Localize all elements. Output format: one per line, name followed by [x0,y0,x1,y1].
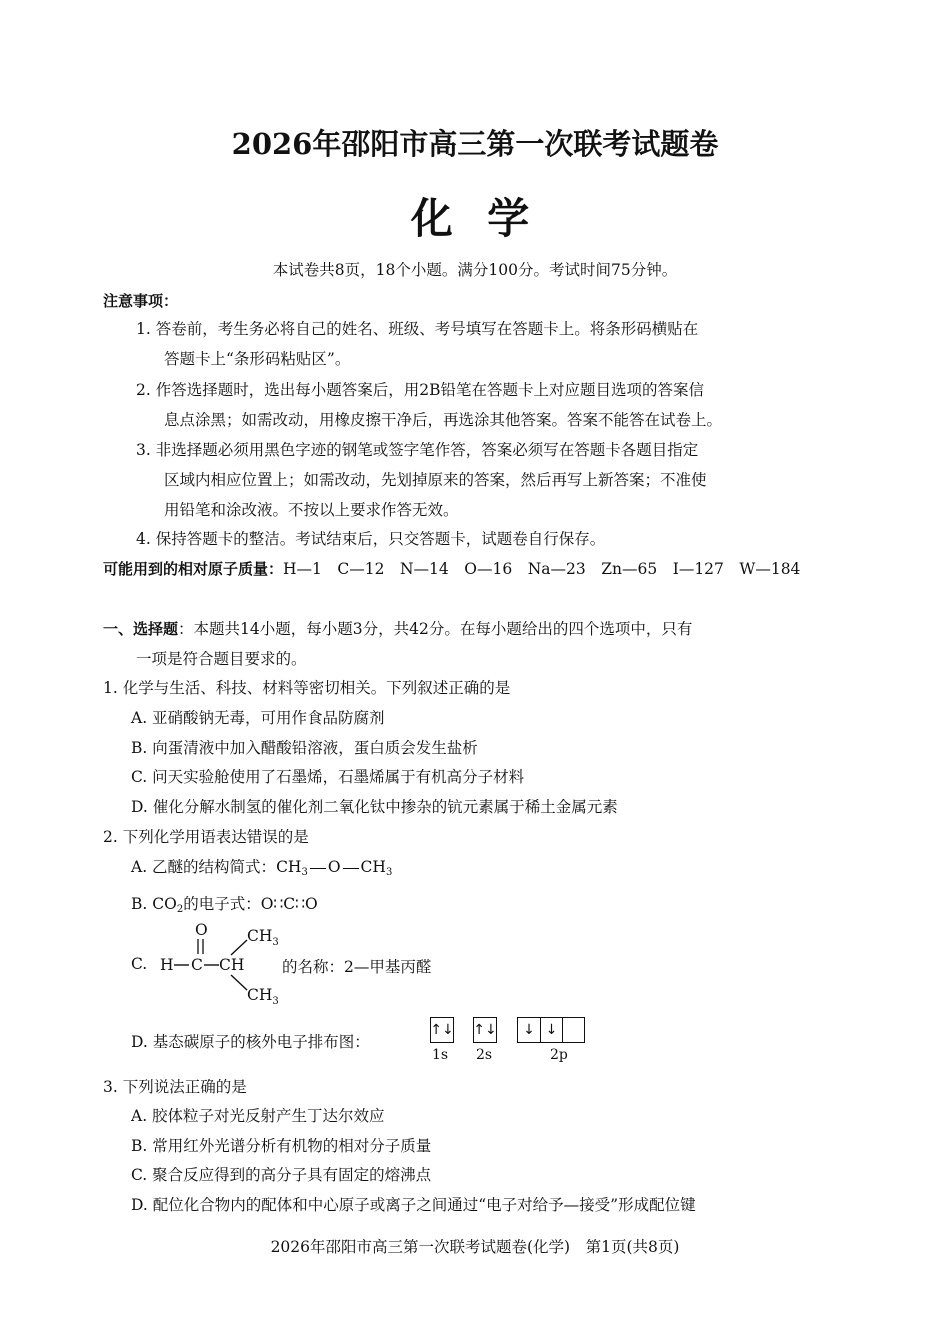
atom-h: H [160,956,174,974]
page-footer: 2026年邵阳市高三第一次联考试题卷(化学) 第1页(共8页) [270,1238,680,1256]
q2-a-label: A. 乙醚的结构简式： [131,858,277,876]
orbital-1s-box: ↑↓ [430,1022,454,1038]
atom-ch: CH [219,956,245,974]
note-3-line1: 3. 非选择题必须用黑色字迹的钢笔或签字笔作答，答案必须写在答题卡各题目指定 [136,441,699,459]
q2-option-a [131,855,392,878]
q2-c-label: C. [131,955,148,973]
q2-stem: 2. 下列化学用语表达错误的是 [103,828,309,846]
atomic-masses-values: H—1 C—12 N—14 O—16 Na—23 Zn—65 I—127 W—184 [283,560,801,578]
q2-a-ch3-right: CH [360,858,386,876]
ch3-top: $CH_3$ [247,927,279,948]
q3-stem: 3. 下列说法正确的是 [103,1078,247,1096]
orbital-2p [517,1017,585,1043]
exam-intro: 本试卷共8页，18个小题。满分100分。考试时间75分钟。 [272,261,678,279]
note-4-line1: 4. 保持答题卡的整洁。考试结束后，只交答题卡，试题卷自行保存。 [136,530,606,548]
q2-option-b [131,892,318,915]
orbital-2p-box-1: ↓ [523,1022,535,1038]
section1-desc-line2: 一项是符合题目要求的。 [136,650,307,668]
atomic-masses [103,557,800,579]
subject-title: 化 学 [410,194,540,243]
q2-b-sub: 2 [176,904,184,915]
q3-option-b: B. 常用红外光谱分析有机物的相对分子质量 [131,1137,432,1155]
q2-b-rest: 的电子式： [183,895,261,913]
isobutyraldehyde-structure [155,918,285,1010]
section1-desc-line1: ：本题共14小题，每小题3分，共42分。在每小题给出的四个选项中，只有 [178,620,693,638]
notes-heading: 注意事项： [103,292,179,310]
q3-option-c: C. 聚合反应得到的高分子具有固定的熔沸点 [131,1166,432,1184]
bond-line [310,868,326,869]
atomic-masses-label: 可能用到的相对原子质量： [103,560,284,578]
atom-c: C [191,956,203,974]
orbital-2s-label: 2s [476,1047,493,1063]
orbital-1s-label: 1s [432,1047,449,1063]
q1-option-a: A. 亚硝酸钠无毒，可用作食品防腐剂 [131,709,385,727]
bond-line [343,868,359,869]
exam-title: 2026年邵阳市高三第一次联考试题卷 [231,127,719,161]
orbital-2s-box: ↑↓ [473,1022,497,1038]
q2-c-name: 的名称：2—甲基丙醛 [282,958,432,976]
q2-d-label: D. 基态碳原子的核外电子排布图： [131,1033,370,1051]
section1-header [103,617,692,639]
q1-option-c: C. 问天实验舱使用了石墨烯，石墨烯属于有机高分子材料 [131,768,525,786]
ch3-bottom: $CH_3$ [247,986,279,1007]
orbital-2p-box-2: ↓ [540,1018,562,1042]
q3-option-a: A. 胶体粒子对光反射产生丁达尔效应 [131,1107,385,1125]
note-1-line1: 1. 答卷前，考生务必将自己的姓名、班级、考号填写在答题卡上。将条形码横贴在 [136,320,699,338]
orbital-1s [430,1017,454,1043]
q2-a-sub-left: 3 [301,867,308,878]
q1-stem: 1. 化学与生活、科技、材料等密切相关。下列叙述正确的是 [103,679,511,697]
q1-option-d: D. 催化分解水制氢的催化剂二氧化钛中掺杂的钪元素属于稀土金属元素 [131,798,618,816]
bond-ch-ch3-bottom [231,975,247,990]
co2-electron-formula: O∷C∷O [260,895,318,913]
q2-a-ch3-left: CH [276,858,302,876]
note-3-line3: 用铅笔和涂改液。不按以上要求作答无效。 [164,501,459,519]
q2-a-o: O [327,858,341,876]
note-2-line2: 息点涂黑；如需改动，用橡皮擦干净后，再选涂其他答案。答案不能答在试卷上。 [164,411,723,429]
q1-option-b: B. 向蛋清液中加入醋酸铅溶液，蛋白质会发生盐析 [131,739,478,757]
note-3-line2: 区域内相应位置上；如需改动，先划掉原来的答案，然后再写上新答案；不准使 [164,471,707,489]
note-2-line1: 2. 作答选择题时，选出每小题答案后，用2B铅笔在答题卡上对应题目选项的答案信 [136,381,704,399]
atom-o: O [195,921,208,939]
q2-b-label: B. CO [131,895,177,913]
note-1-line2: 答题卡上“条形码粘贴区”。 [164,350,351,368]
orbital-2p-box-3 [562,1018,584,1042]
bond-ch-ch3-top [231,940,247,955]
section1-label: 一、选择题 [103,620,179,638]
q2-a-sub-right: 3 [385,867,393,878]
orbital-2p-label: 2p [550,1047,568,1063]
q3-option-d: D. 配位化合物内的配体和中心原子或离子之间通过“电子对给予—接受”形成配位键 [131,1196,696,1214]
orbital-2s [473,1017,497,1043]
